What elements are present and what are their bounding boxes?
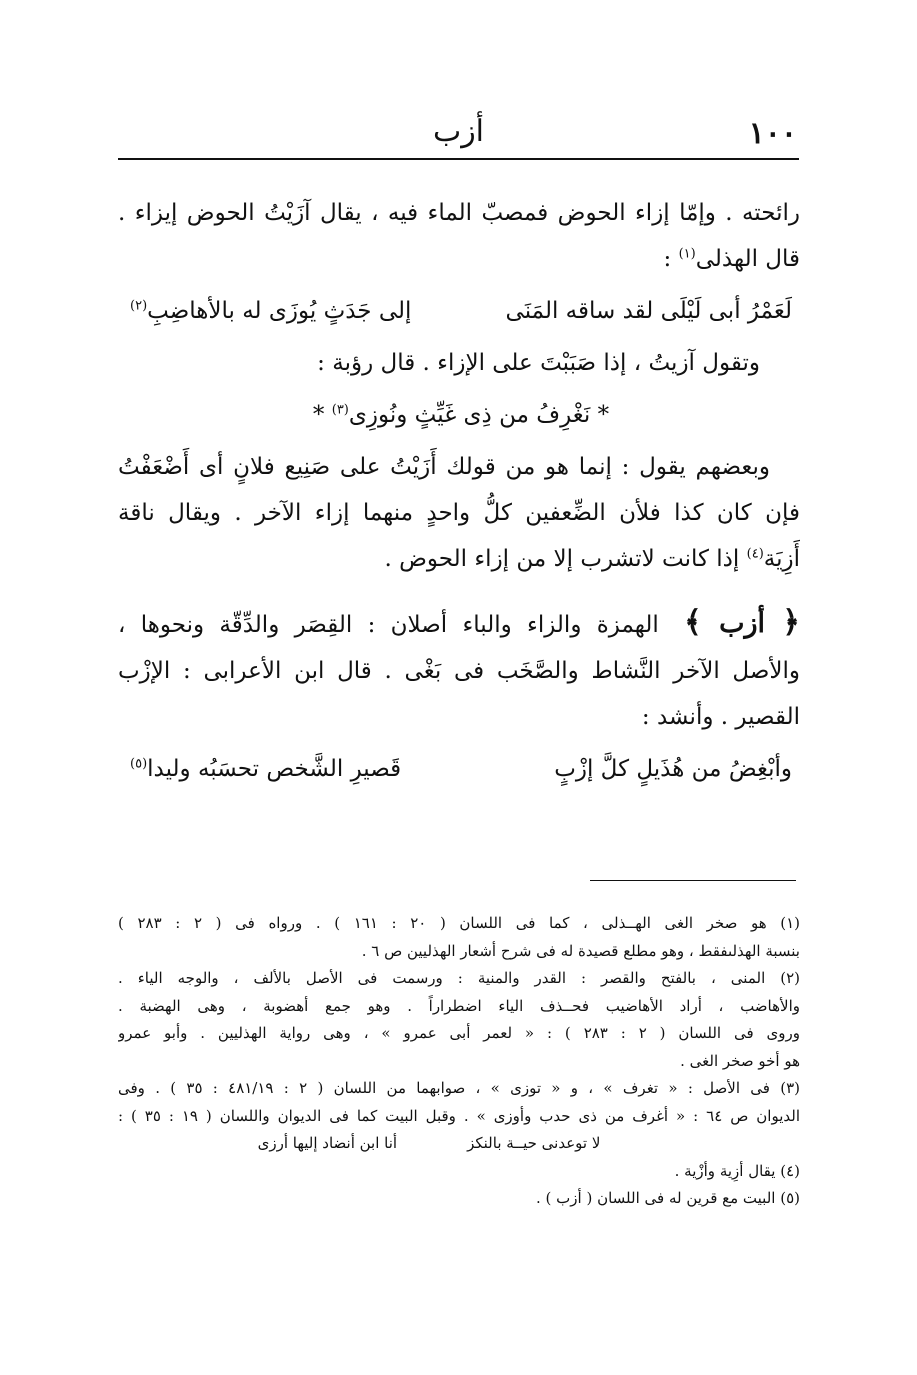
verse-second-hemistich xyxy=(130,288,411,334)
verse-first-hemistich: وأبْغِضُ من هُذَيلٍ كلَّ إزْبٍ xyxy=(554,756,792,782)
main-text xyxy=(118,190,800,798)
footnote-ref[interactable]: (١) xyxy=(678,246,696,262)
header-rule xyxy=(118,158,799,160)
headword: أزب xyxy=(719,608,766,639)
footnote-line: (٣) فى الأصل : « تغرف » ، و « توزى » ، صوابهما من اللسان ( ٢ : ٤٨١/١٩ : ٣٥ ) . وفى xyxy=(118,1079,800,1097)
footnote-line: بنسبة الهذلىفقط ، وهو مطلع قصيدة له فى شرح أشعار الهذليين ص ٦ . xyxy=(361,941,800,960)
footnote-rule xyxy=(590,880,796,881)
footnote-line: (١) هو صخر الغى الهــذلى ، كما فى اللسان ( ٢٠ : ١٦١ ) . ورواه فى ( ٢ : ٢٨٣ ) xyxy=(118,914,800,932)
text-line-part: أَزِيَة xyxy=(763,546,800,572)
footnote-ref[interactable]: (٢) xyxy=(130,298,148,314)
ornate-bracket: ﴾ xyxy=(684,605,702,640)
verse-second-hemistich: أنا ابن أنضاد إليها أرزى xyxy=(257,1134,398,1152)
running-head: أزب xyxy=(432,114,485,149)
entry-heading-line xyxy=(118,600,800,648)
footnote-line: هو أخو صخر الغى . xyxy=(680,1051,800,1070)
verse-text: * xyxy=(312,402,332,428)
verse-second-hemistich xyxy=(130,746,401,792)
verse-rajaz xyxy=(313,392,609,438)
entry-headword xyxy=(684,605,800,640)
footnote-line: والأهاضب ، أراد الأهاضيب فحــذف الياء اضطراراً . وهو جمع أهضوبة ، وهى الهضبة . xyxy=(118,996,800,1015)
text-line xyxy=(118,536,800,582)
footnote-ref[interactable]: (٣) xyxy=(331,402,349,418)
verse-text: * نَغْرِفُ من ذِى غَيِّثٍ ونُوزِى xyxy=(348,402,610,428)
verse-first-hemistich: لا توعدنى حيــة بالنكز xyxy=(467,1134,601,1152)
text-line-part: إذا كانت لاتشرب إلا من إزاء الحوض . xyxy=(384,546,747,572)
footnote-ref[interactable]: (٤) xyxy=(746,546,764,562)
ornate-bracket: ﴿ xyxy=(782,605,800,640)
text-line: القصير . وأنشد : xyxy=(641,704,800,730)
footnote-line: الديوان ص ٦٤ : « أغرف من ذى حدب وأوزى » . وقبل البيت كما فى الديوان واللسان ( ١٩ : ٣٥ ) : xyxy=(118,1106,800,1125)
verse-2 xyxy=(118,392,800,438)
footnote-line: (٥) البيت مع قرين له فى اللسان ( أزب ) . xyxy=(536,1189,800,1207)
footnote-line: وروى فى اللسان ( ٢ : ٢٨٣ ) : « لعمر أبى عمرو » ، وهى رواية الهذليين . وأبو عمرو xyxy=(118,1024,800,1042)
text-line: وبعضهم يقول : إنما هو من قولك أَزَيْتُ على صَنِيع فلانٍ أى أَضْعَفْتُ xyxy=(118,454,770,480)
footnotes xyxy=(118,910,800,1213)
page-number: ١٠٠ xyxy=(748,116,797,151)
footnote-line: (٤) يقال أزِية وأزْية . xyxy=(674,1161,800,1180)
verse-3 xyxy=(118,746,800,792)
text-line-part: قال الهذلى xyxy=(695,246,800,272)
verse-text: قَصيرِ الشَّخص تحسَبُه وليدا xyxy=(147,756,402,782)
verse-text: إلى جَدَثٍ يُوزَى له بالأهاضِبِ xyxy=(147,298,412,324)
text-line: والأصل الآخر النَّشاط والصَّخَب فى بَغْى . قال ابن الأعرابى : الإزْب xyxy=(118,658,800,684)
entry-text: الهمزة والزاء والباء أصلان : القِصَر والدِّقّة ونحوها ، xyxy=(118,612,659,638)
text-line: فإن كان كذا فلأن الضِّعفين كلُّ واحدٍ منهما إزاء الآخر . ويقال ناقة xyxy=(118,500,800,526)
text-line: وتقول آزيتُ ، إذا صَبَبْتَ على الإزاء . قال رؤبة : xyxy=(317,350,760,376)
text-line xyxy=(118,236,800,282)
text-line: رائحته . وإمّا إزاء الحوض فمصبّ الماء فيه ، يقال آزَيْتُ الحوض إيزاء . xyxy=(118,200,800,226)
footnote-verse xyxy=(118,1130,800,1158)
footnote-ref[interactable]: (٥) xyxy=(130,756,148,772)
verse-1 xyxy=(118,288,800,334)
footnote-line: (٢) المنى ، بالفتح والقصر : القدر والمنية : ورسمت فى الأصل بالألف ، والوجه الياء . xyxy=(118,969,800,987)
verse-first-hemistich: لَعَمْرُ أبى لَيْلَى لقد ساقه المَنَى xyxy=(505,298,792,324)
text-line-part: : xyxy=(663,246,679,272)
page-header xyxy=(120,112,797,156)
